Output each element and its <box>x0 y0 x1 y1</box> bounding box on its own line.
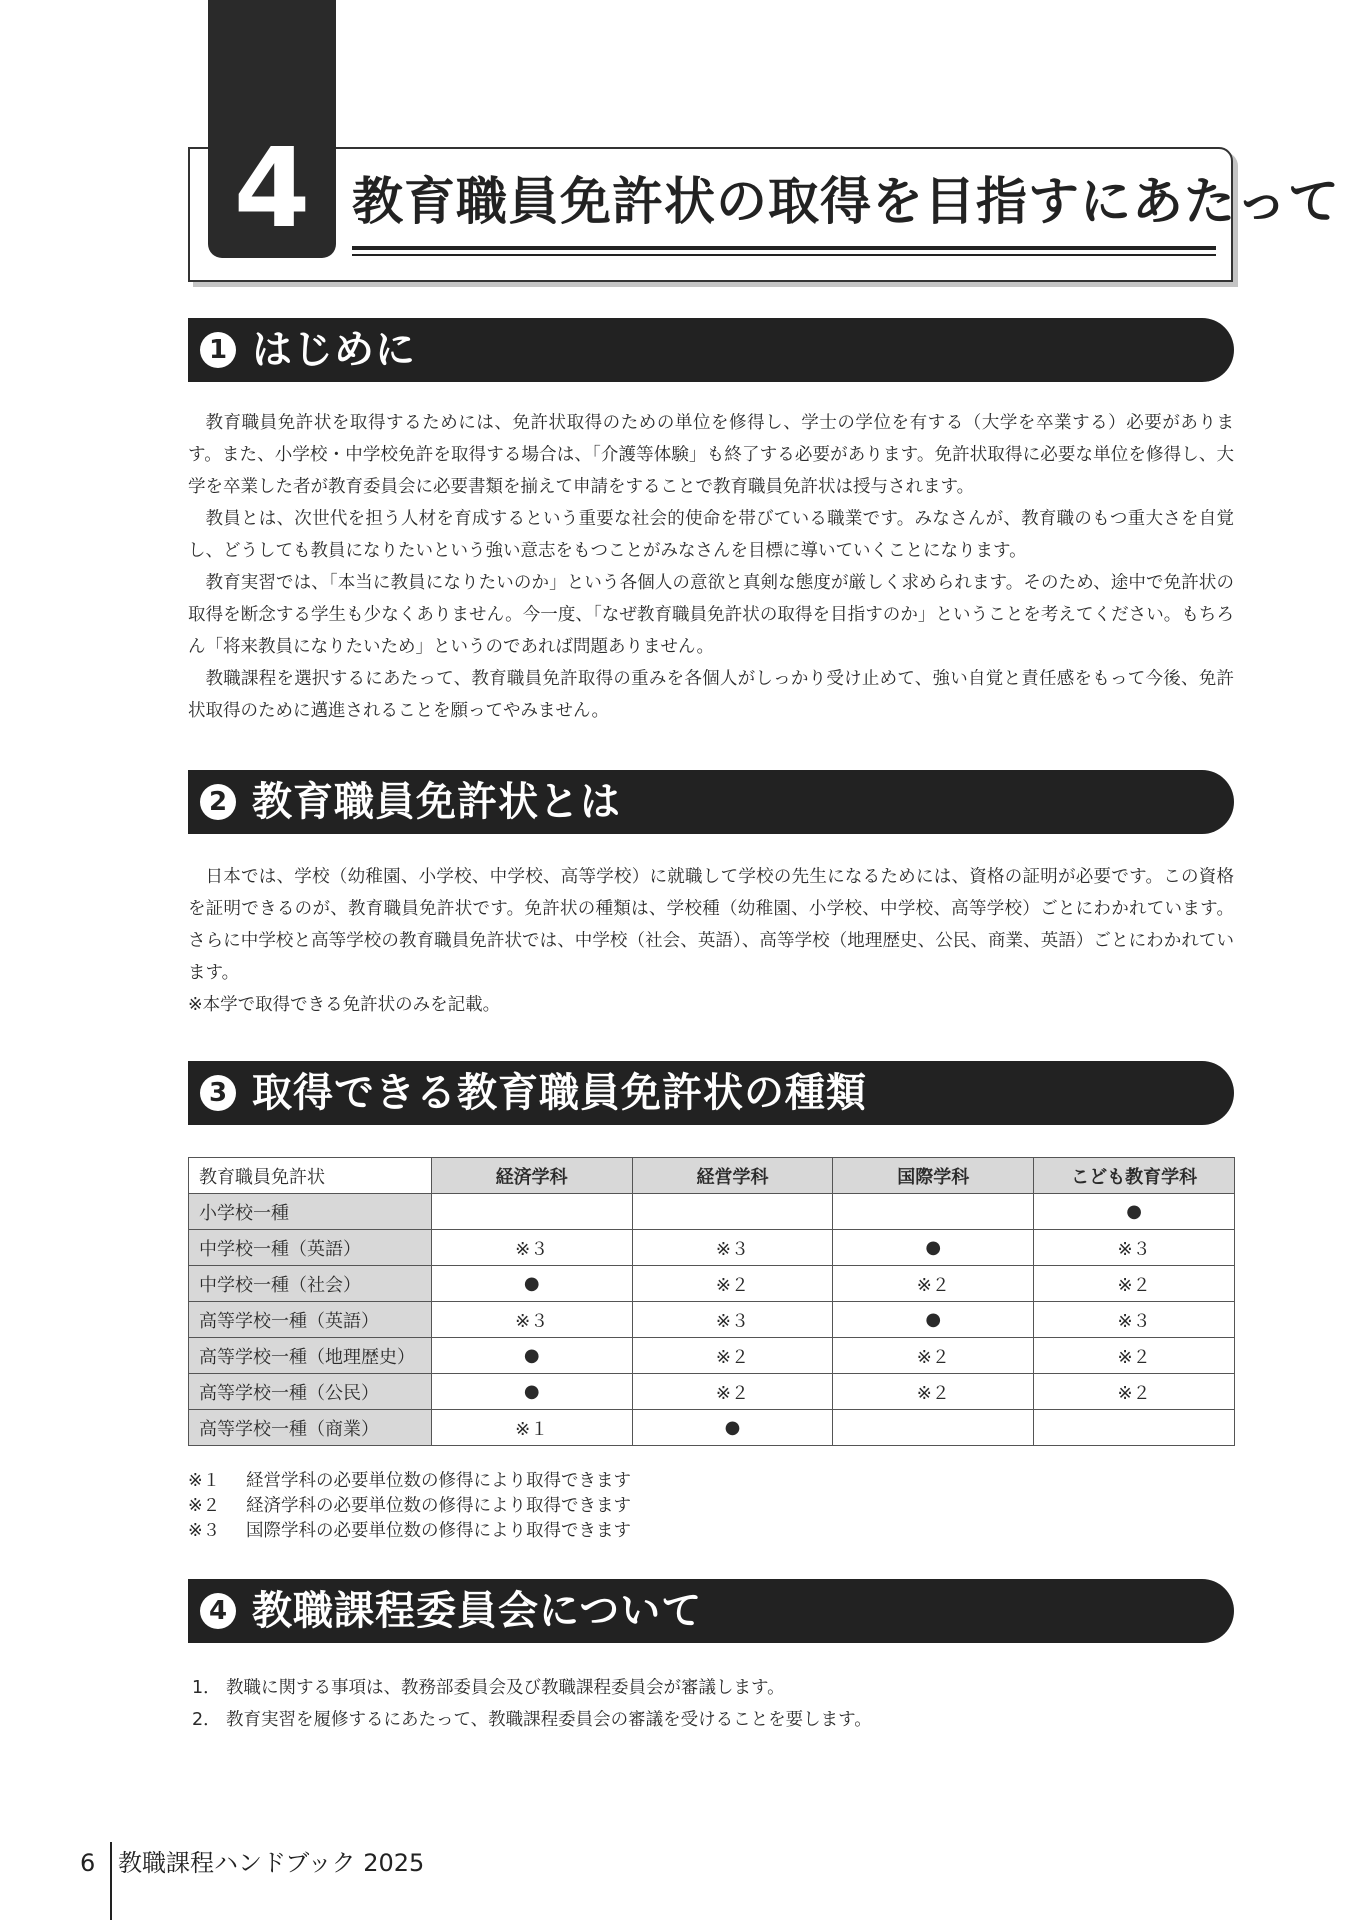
table-cell: ※３ <box>632 1230 833 1266</box>
note-text: 経済学科の必要単位数の修得により取得できます <box>246 1496 631 1516</box>
section-2-body <box>188 861 1234 1021</box>
row-header: 高等学校一種（商業） <box>189 1410 432 1446</box>
table-cell: ● <box>833 1230 1034 1266</box>
section-number-badge: 1 <box>200 332 236 368</box>
section-title: はじめに <box>252 327 416 373</box>
row-header: 高等学校一種（地理歴史） <box>189 1338 432 1374</box>
list-number: 1． <box>192 1678 221 1698</box>
row-header: 高等学校一種（英語） <box>189 1302 432 1338</box>
section-title: 教育職員免許状とは <box>252 779 621 825</box>
table-note <box>188 1494 631 1519</box>
license-table <box>188 1157 1235 1446</box>
section-title: 教職課程委員会について <box>252 1588 703 1634</box>
table-cell: ● <box>431 1338 632 1374</box>
table-note <box>188 1469 631 1494</box>
section-title: 取得できる教育職員免許状の種類 <box>252 1070 867 1116</box>
table-cell: ※２ <box>1034 1266 1235 1302</box>
row-header: 高等学校一種（公民） <box>189 1374 432 1410</box>
title-underline <box>352 246 1216 250</box>
note-text: 経営学科の必要単位数の修得により取得できます <box>246 1471 631 1491</box>
chapter-number: 4 <box>233 124 311 252</box>
table-cell: ※３ <box>632 1302 833 1338</box>
table-cell <box>1034 1410 1235 1446</box>
table-cell: ※３ <box>431 1302 632 1338</box>
table-cell: ※２ <box>632 1374 833 1410</box>
table-note <box>188 1519 631 1544</box>
table-cell: ※３ <box>1034 1230 1235 1266</box>
table-row <box>189 1338 1235 1374</box>
table-cell: ※２ <box>632 1338 833 1374</box>
table-cell: ※３ <box>1034 1302 1235 1338</box>
section-heading-2 <box>188 770 1234 834</box>
chapter-title: 教育職員免許状の取得を目指すにあたって <box>352 173 1341 232</box>
section-heading-1 <box>188 318 1234 382</box>
table-cell <box>833 1194 1034 1230</box>
section-number-badge: 3 <box>200 1075 236 1111</box>
table-row <box>189 1374 1235 1410</box>
paragraph: 教育職員免許状を取得するためには、免許状取得のための単位を修得し、学士の学位を有する（大学を卒業する）必要があります。また、小学校・中学校免許を取得する場合は、「介護等体験」も終了する必要があります。免許状取得に必要な単位を修得し、大学を卒業した者が教育委員会に必要書類を揃えて申請をすることで教育職員免許状は授与されます。 <box>188 413 1234 497</box>
table-cell: ※１ <box>431 1410 632 1446</box>
table-cell <box>431 1194 632 1230</box>
table-cell: ※２ <box>833 1266 1034 1302</box>
column-header: 経営学科 <box>632 1158 833 1194</box>
paragraph: 教員とは、次世代を担う人材を育成するという重要な社会的使命を帯びている職業です。みなさんが、教育職のもつ重大さを自覚し、どうしても教員になりたいという強い意志をもつことがみなさんを目標に導いていくことになります。 <box>188 509 1234 561</box>
paragraph: 日本では、学校（幼稚園、小学校、中学校、高等学校）に就職して学校の先生になるためには、資格の証明が必要です。この資格を証明できるのが、教育職員免許状です。免許状の種類は、学校種（幼稚園、小学校、中学校、高等学校）ごとにわかれています。さらに中学校と高等学校の教育職員免許状では、中学校（社会、英語）、高等学校（地理歴史、公民、商業、英語）ごとにわかれています。 <box>188 867 1234 983</box>
title-underline-thin <box>352 254 1216 256</box>
footer-divider <box>110 1842 112 1920</box>
row-header: 中学校一種（英語） <box>189 1230 432 1266</box>
section-heading-3 <box>188 1061 1234 1125</box>
list-item <box>192 1672 872 1704</box>
list-text: 教育実習を履修するにあたって、教職課程委員会の審議を受けることを要します。 <box>226 1710 872 1730</box>
row-header: 小学校一種 <box>189 1194 432 1230</box>
note-mark: ※３ <box>188 1521 221 1541</box>
footer-title: 教職課程ハンドブック 2025 <box>118 1849 425 1877</box>
column-header: 国際学科 <box>833 1158 1034 1194</box>
table-cell: ※２ <box>833 1374 1034 1410</box>
section-number-badge: 2 <box>200 784 236 820</box>
note-mark: ※１ <box>188 1471 221 1491</box>
row-header: 中学校一種（社会） <box>189 1266 432 1302</box>
paragraph: 教育実習では、「本当に教員になりたいのか」という各個人の意欲と真剣な態度が厳しく求められます。そのため、途中で免許状の取得を断念する学生も少なくありません。今一度、「なぜ教育職員免許状の取得を目指すのか」ということを考えてください。もちろん「将来教員になりたいため」というのであれば問題ありません。 <box>188 573 1234 657</box>
column-header: 経済学科 <box>431 1158 632 1194</box>
table-cell: ● <box>431 1374 632 1410</box>
section-number-badge: 4 <box>200 1593 236 1629</box>
table-cell: ※２ <box>1034 1374 1235 1410</box>
paragraph: 教職課程を選択するにあたって、教育職員免許取得の重みを各個人がしっかり受け止めて、強い自覚と責任感をもって今後、免許状取得のために邁進されることを願ってやみません。 <box>188 669 1234 721</box>
column-header: こども教育学科 <box>1034 1158 1235 1194</box>
note-mark: ※２ <box>188 1496 221 1516</box>
table-cell: ● <box>431 1266 632 1302</box>
table-cell <box>833 1410 1034 1446</box>
list-item <box>192 1704 872 1736</box>
table-cell: ※２ <box>1034 1338 1235 1374</box>
list-text: 教職に関する事項は、教務部委員会及び教職課程委員会が審議します。 <box>226 1678 785 1698</box>
table-row <box>189 1302 1235 1338</box>
section-heading-4 <box>188 1579 1234 1643</box>
table-row <box>189 1194 1235 1230</box>
list-number: 2． <box>192 1710 221 1730</box>
table-corner-header: 教育職員免許状 <box>189 1158 432 1194</box>
table-row <box>189 1230 1235 1266</box>
table-row <box>189 1266 1235 1302</box>
chapter-number-tab <box>208 0 336 258</box>
table-cell: ● <box>632 1410 833 1446</box>
note: ※本学で取得できる免許状のみを記載。 <box>188 995 501 1015</box>
table-cell: ※２ <box>833 1338 1034 1374</box>
table-cell: ● <box>833 1302 1034 1338</box>
section-1-body <box>188 407 1234 727</box>
table-header-row <box>189 1158 1235 1194</box>
table-row <box>189 1410 1235 1446</box>
table-cell: ※３ <box>431 1230 632 1266</box>
table-cell: ● <box>1034 1194 1235 1230</box>
committee-list <box>192 1672 872 1736</box>
page-number: 6 <box>80 1849 96 1877</box>
note-text: 国際学科の必要単位数の修得により取得できます <box>246 1521 631 1541</box>
table-notes <box>188 1469 631 1544</box>
table-cell <box>632 1194 833 1230</box>
table-cell: ※２ <box>632 1266 833 1302</box>
